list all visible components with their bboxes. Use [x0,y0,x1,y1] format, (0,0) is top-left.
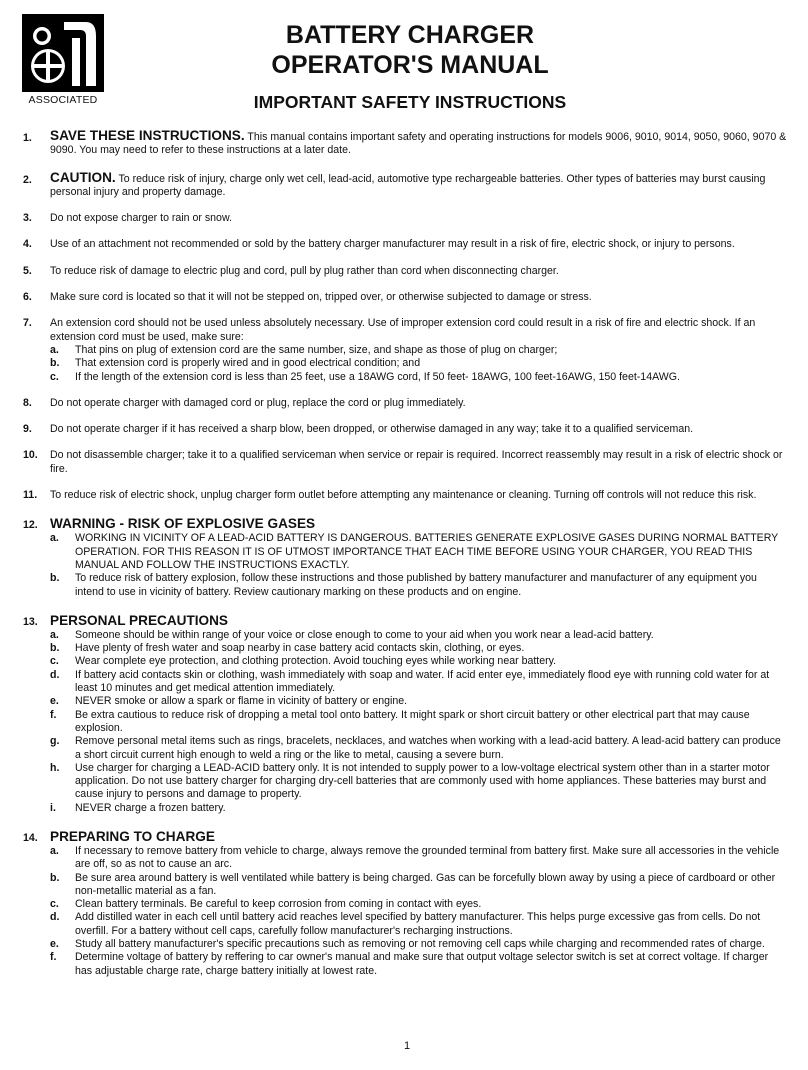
instruction-item [23,449,788,476]
sub-item-text: Clean battery terminals. Be careful to keep corrosion from coming in contact with eyes. [75,898,482,911]
associated-logo [22,14,104,108]
instructions-list [23,116,788,978]
sub-item-letter: a. [50,532,59,545]
sub-item-text: Be sure area around battery is well ventilated while battery is being charged. Gas can be forcefully blown away by using a piece of cardboard or other non-metallic material as a fan. [75,871,776,897]
sub-item [50,938,788,951]
item-text: This manual contains important safety and operating instructions for models 9006, 9010, 9014, 9050, 9060, 9070 & 9090. You may need to refer to these instructions at a later date. [50,131,787,157]
sub-item [50,655,788,668]
sub-item [50,344,788,357]
item-body [50,212,788,225]
item-text: An extension cord should not be used unless absolutely necessary. Use of improper extension cord could result in a risk of fire and electric shock. If an extension cord must be used, make sure: [50,317,756,343]
instruction-item [23,212,788,225]
item-number: 1. [23,132,32,144]
item-body [50,129,788,158]
instruction-item [23,489,788,502]
item-lead: SAVE THESE INSTRUCTIONS. [50,128,245,143]
item-body [50,171,788,200]
item-number: 5. [23,264,32,277]
sub-item [50,735,788,762]
sub-item-text: To reduce risk of battery explosion, follow these instructions and those published by battery manufacturer and manufacturer of any equipment you intend to use in vicinity of battery. Review cautionary marking on these products and on engine. [75,572,757,598]
sub-item-letter: c. [50,370,59,383]
instruction-item [23,129,788,158]
sub-item-text: Remove personal metal items such as rings, bracelets, necklaces, and watches when working with a lead-acid battery. A lead-acid battery can produce a short circuit current high enough to weld a ring or the like to metal, causing a severe burn. [75,735,781,761]
sub-item-letter: c. [50,898,59,911]
sub-item-letter: e. [50,938,59,951]
sub-item-text: If the length of the extension cord is less than 25 feet, use a 18AWG cord, If 50 feet- 18AWG, 100 feet-16AWG, 150 feet-14AWG. [75,370,680,383]
item-number: 14. [23,831,38,844]
sub-item [50,572,788,599]
sub-item-text: Determine voltage of battery by reffering to car owner's manual and make sure that output voltage selector switch is set at correct voltage. If charger has adjustable charge rate, charge battery initially at lowest rate. [75,951,769,977]
sub-item [50,911,788,938]
item-number: 4. [23,238,32,251]
item-number: 8. [23,396,32,409]
sub-item-text: WORKING IN VICINITY OF A LEAD-ACID BATTERY IS DANGEROUS. BATTERIES GENERATE EXPLOSIVE GASES DURING NORMAL BATTERY OPERATION. FOR THIS REASON IT IS OF UTMOST IMPORTANCE THAT EACH TIME BEFORE USING YOUR CHARGER, YOU READ THIS MANUAL AND FOLLOW THE INSTRUCTIONS EXACTLY. [75,532,779,571]
company-logo-icon [22,14,104,92]
instruction-item [23,829,788,978]
sub-item [50,371,788,384]
item-body [50,265,788,278]
item-body [50,423,788,436]
section-heading: PERSONAL PRECAUTIONS [50,612,228,628]
sub-item-text: If battery acid contacts skin or clothing, wash immediately with soap and water. If acid enter eye, immediately flood eye with running cold water for at least 10 minutes and get medical attention immediately. [75,668,770,695]
sub-item-letter: h. [50,761,60,774]
sub-item-text: If necessary to remove battery from vehicle to charge, always remove the grounded terminal from battery first. Make sure all accessories in the vehicle are off, so as not to cause an arc. [75,844,780,871]
sub-item-letter: b. [50,357,60,370]
sub-item-letter: f. [50,708,57,721]
instruction-item [23,397,788,410]
instruction-item [23,265,788,278]
sub-item [50,872,788,899]
sub-item [50,951,788,978]
instruction-item [23,317,788,383]
instruction-item [23,291,788,304]
sub-item-text: That pins on plug of extension cord are the same number, size, and shape as those of plug on charger; [75,343,558,356]
sub-item-text: Wear complete eye protection, and clothing protection. Avoid touching eyes while working near battery. [75,655,557,668]
section-heading: PREPARING TO CHARGE [50,828,215,844]
sub-item-letter: c. [50,655,59,668]
instruction-item [23,238,788,251]
sub-item [50,898,788,911]
item-text: Do not operate charger if it has received a sharp blow, been dropped, or otherwise damaged in any way; take it to a qualified serviceman. [50,423,694,436]
instruction-item [23,423,788,436]
item-number: 3. [23,212,32,225]
item-body [50,238,788,251]
sub-item-text: Study all battery manufacturer's specific precautions such as removing or not removing cell caps while charging and recommended rates of charge. [75,938,765,951]
sub-item [50,695,788,708]
sub-item [50,629,788,642]
sub-item [50,802,788,815]
sub-item-text: Use charger for charging a LEAD-ACID battery only. It is not intended to supply power to a low-voltage electrical system other than in a starter motor application. Do not use battery charger for charging dry-cell batteries that are commonly used with home appliances. These batteries may burst and cause injury to persons and damage to property. [75,761,770,801]
item-number: 2. [23,173,32,186]
item-number: 11. [23,489,38,502]
item-text: Make sure cord is located so that it will not be stepped on, tripped over, or otherwise subjected to damage or stress. [50,291,592,304]
page-subtitle: IMPORTANT SAFETY INSTRUCTIONS [253,92,567,112]
section-heading: WARNING - RISK OF EXPLOSIVE GASES [50,516,316,532]
instruction-item [23,171,788,200]
page-title-line1: BATTERY CHARGER [285,21,535,49]
sub-item-text: Have plenty of fresh water and soap nearby in case battery acid contacts skin, clothing, or eyes. [75,642,525,655]
item-text: Do not operate charger with damaged cord or plug, replace the cord or plug immediately. [50,396,466,409]
item-body [50,291,788,304]
item-body [50,317,788,344]
sub-item-letter: e. [50,695,59,708]
item-number: 9. [23,423,32,436]
sub-item-letter: b. [50,572,60,585]
item-text: Do not expose charger to rain or snow. [50,212,232,225]
item-text: To reduce risk of injury, charge only wet cell, lead-acid, automotive type rechargeable batteries. Other types of batteries may burst causing personal injury and property damage. [50,172,766,198]
sub-item [50,532,788,572]
item-body [50,489,788,502]
sub-item [50,709,788,736]
item-text: To reduce risk of electric shock, unplug charger form outlet before attempting any maintenance or cleaning. Turning off controls will not reduce this risk. [50,489,757,502]
sub-item-text: Someone should be within range of your voice or close enough to come to your aid when you work near a lead-acid battery. [75,628,654,641]
item-number: 10. [23,449,38,462]
item-text: Do not disassemble charger; take it to a qualified serviceman when service or repair is required. Incorrect reassembly may result in a risk of electric shock or fire. [50,449,783,475]
sub-item-text: Be extra cautious to reduce risk of dropping a metal tool onto battery. It might spark or short circuit battery or other electrical part that may cause explosion. [75,708,750,734]
sub-item-letter: g. [50,735,60,748]
sub-item [50,357,788,370]
sub-item [50,762,788,802]
sub-item-text: NEVER smoke or allow a spark or flame in vicinity of battery or engine. [75,695,408,708]
sub-item-text: That extension cord is properly wired and in good electrical condition; and [75,357,421,370]
item-number: 12. [23,519,38,532]
sub-item-letter: a. [50,844,59,857]
item-text: Use of an attachment not recommended or sold by the battery charger manufacturer may result in a risk of fire, electric shock, or injury to persons. [50,238,735,251]
item-number: 13. [23,615,38,628]
sub-item-text: NEVER charge a frozen battery. [75,801,226,814]
item-body [50,449,788,476]
instruction-item [23,516,788,598]
item-text: To reduce risk of damage to electric plug and cord, pull by plug rather than cord when disconnecting charger. [50,264,559,277]
sub-item [50,642,788,655]
page-title-line2: OPERATOR'S MANUAL [271,51,549,79]
sub-item-letter: d. [50,668,60,681]
instruction-item [23,613,788,815]
item-number: 7. [23,317,32,330]
sub-item [50,845,788,872]
sub-item-text: Add distilled water in each cell until battery acid reaches level specified by battery manufacturer. This helps purge excessive gas from cells. Do not overfill. For a battery without cell caps, carefully follow manufacturer's recharging instructions. [75,911,761,937]
sub-item-letter: b. [50,871,60,884]
item-lead: CAUTION. [50,169,116,185]
item-body [50,397,788,410]
sub-item-letter: a. [50,343,59,356]
sub-item-letter: a. [50,628,59,641]
item-number: 6. [23,291,32,304]
sub-item-letter: f. [50,951,57,964]
page-number: 1 [404,1040,411,1052]
sub-item-letter: d. [50,911,60,924]
sub-item [50,669,788,696]
sub-item-letter: b. [50,642,60,655]
sub-item-letter: i. [50,801,56,814]
logo-label: ASSOCIATED [28,94,98,106]
